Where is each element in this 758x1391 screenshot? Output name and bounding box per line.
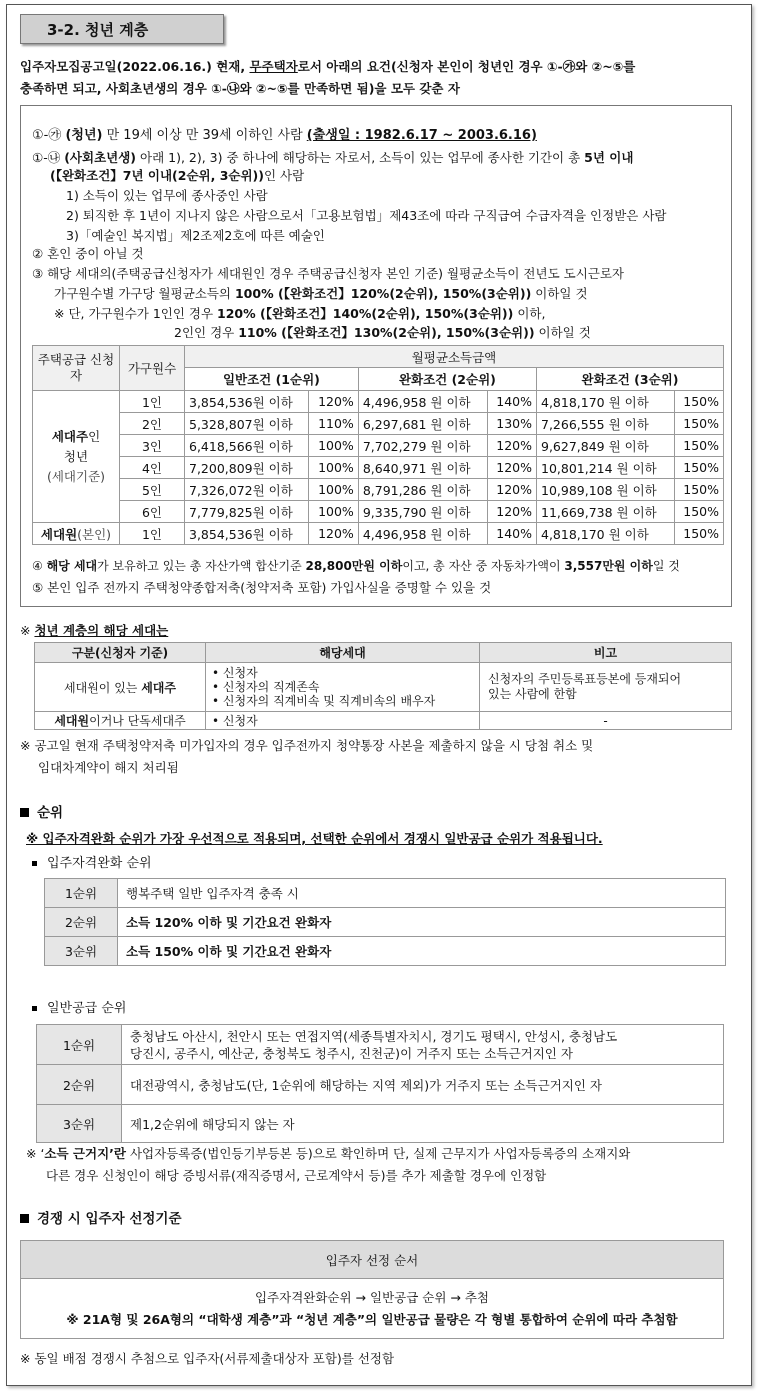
rank-desc: 행복주택 일반 입주자격 충족 시 <box>118 879 726 908</box>
cell-relax2: 7,702,279 원 이하 <box>358 435 487 457</box>
income-base-note-l2: 다른 경우 신청인이 해당 증빙서류(재직증명서, 근로계약서 등)를 추가 제출할 경우에 인정함 <box>46 1168 547 1183</box>
rank-cell: 2순위 <box>37 1065 122 1105</box>
household-title: ※ 청년 계층의 해당 세대는 <box>20 623 169 638</box>
th-income: 월평균소득금액 <box>185 346 724 368</box>
req-not-married: ② 혼인 중이 아닐 것 <box>32 246 144 261</box>
rank-desc: 충청남도 아산시, 천안시 또는 연접지역(세종특별자치시, 경기도 평택시, 안성시, 충청남도 당진시, 공주시, 예산군, 충청북도 청주시, 진천군)이 거주지 또는 소득근거지인 자 <box>122 1025 724 1065</box>
th-col-2: 완화조건 (2순위) <box>358 368 536 391</box>
rank-cell: 1순위 <box>37 1025 122 1065</box>
cell-general: 7,326,072원 이하 <box>185 479 309 501</box>
cell-member-or-single: 세대원이거나 단독세대주 <box>35 712 206 730</box>
cell-general: 3,854,536원 이하 <box>185 523 309 545</box>
cell-general: 3,854,536원 이하 <box>185 391 309 413</box>
req-sub-1: 1) 소득이 있는 업무에 종사중인 사람 <box>66 188 268 203</box>
cell-pct: 100% <box>309 479 358 501</box>
req-assets: ④ 해당 세대가 보유하고 있는 총 자산가액 합산기준 28,800만원 이하이고, 총 자산 중 자동차가액이 3,557만원 이하일 것 <box>32 559 680 573</box>
req-income-l4: 2인인 경우 110% (【완화조건】130%(2순위), 150%(3순위)) 이하일 것 <box>174 325 591 340</box>
cell-pct: 120% <box>309 391 358 413</box>
rank-desc: 소득 150% 이하 및 기간요건 완화자 <box>118 937 726 966</box>
cell-pct: 120% <box>487 435 536 457</box>
cell-relax2: 9,335,790 원 이하 <box>358 501 487 523</box>
cell-dash: - <box>480 712 732 730</box>
household-table <box>34 642 732 730</box>
rank-heading: 순위 <box>20 805 63 822</box>
general-rank-table <box>36 1024 724 1143</box>
req-new-worker: ①-㉯ (사회초년생) 아래 1), 2), 3) 중 하나에 해당하는 자로서, 소득이 있는 업무에 종사한 기간이 총 5년 이내 <box>32 150 634 165</box>
req-income-l3: ※ 단, 가구원수가 1인인 경우 120% (【완화조건】140%(2순위), 150%(3순위)) 이하, <box>54 306 546 321</box>
req-savings: ⑤ 본인 입주 전까지 주택청약종합저축(청약저축 포함) 가입사실을 증명할 수 있을 것 <box>32 580 492 595</box>
cell-relax2: 8,791,286 원 이하 <box>358 479 487 501</box>
cell-pct: 150% <box>674 523 723 545</box>
cell-pct: 150% <box>674 501 723 523</box>
income-base-note-l1: ※ ‘소득 근거지’란 사업자등록증(법인등기부등본 등)으로 확인하며 단, 실제 근무지가 사업자등록증의 소재지와 <box>26 1146 631 1161</box>
cell-applicant: • 신청자 <box>206 712 480 730</box>
cell-pct: 120% <box>487 501 536 523</box>
cell-householder: 세대원이 있는 세대주 <box>35 663 206 712</box>
th-size: 가구원수 <box>120 346 185 391</box>
intro-line-1: 입주자모집공고일(2022.06.16.) 현재, 무주택자로서 아래의 요건(신청자 본인이 청년인 경우 ①-㉮와 ②~⑤를 <box>20 59 636 74</box>
cell-pct: 100% <box>309 501 358 523</box>
cell-pct: 110% <box>309 413 358 435</box>
cell-relax2: 6,297,681 원 이하 <box>358 413 487 435</box>
th-col-1: 일반조건 (1순위) <box>185 368 359 391</box>
cell-relax3: 9,627,849 원 이하 <box>537 435 675 457</box>
square-bullet-icon <box>20 808 29 817</box>
cell-relax3: 10,801,214 원 이하 <box>537 457 675 479</box>
cell-general: 5,328,807원 이하 <box>185 413 309 435</box>
cell-household-note: 신청자의 주민등록표등본에 등재되어 있는 사람에 한함 <box>480 663 732 712</box>
group-householder: 세대주인 청년 (세대기준) <box>33 391 120 523</box>
th-household: 해당세대 <box>206 643 480 663</box>
rank-desc: 대전광역시, 충청남도(단, 1순위에 해당하는 지역 제외)가 거주지 또는 소득근거지인 자 <box>122 1065 724 1105</box>
rank-cell: 3순위 <box>37 1105 122 1143</box>
rank-cell: 3순위 <box>45 937 118 966</box>
bullet-icon <box>32 861 37 866</box>
cell-pct: 150% <box>674 479 723 501</box>
cell-relax2: 4,496,958 원 이하 <box>358 523 487 545</box>
req-income-l2: 가구원수별 가구당 월평균소득의 100% (【완화조건】120%(2순위), 150%(3순위)) 이하일 것 <box>54 286 588 301</box>
row-size: 5인 <box>120 479 185 501</box>
cell-pct: 150% <box>674 413 723 435</box>
cell-pct: 130% <box>487 413 536 435</box>
row-size: 2인 <box>120 413 185 435</box>
selection-box-body: 입주자격완화순위 → 일반공급 순위 → 추첨 ※ 21A형 및 26A형의 “대학생 계층”과 “청년 계층”의 일반공급 물량은 각 형별 통합하여 순위에 따라 추첨함 <box>21 1279 724 1339</box>
note-cancel-l1: ※ 공고일 현재 주택청약저축 미가입자의 경우 입주전까지 청약통장 사본을 제출하지 않을 시 당첨 취소 및 <box>20 738 594 753</box>
th-note: 비고 <box>480 643 732 663</box>
cell-pct: 150% <box>674 435 723 457</box>
cell-pct: 140% <box>487 391 536 413</box>
relax-rank-table <box>44 878 726 966</box>
cell-household-members: • 신청자 • 신청자의 직계존속 • 신청자의 직계비속 및 직계비속의 배우자 <box>206 663 480 712</box>
req-income-l1: ③ 해당 세대의(주택공급신청자가 세대원인 경우 주택공급신청자 본인 기준) 월평균소득이 전년도 도시근로자 <box>32 266 624 281</box>
th-applicant: 주택공급 신청자 <box>33 346 120 391</box>
income-table <box>32 345 724 545</box>
cell-pct: 140% <box>487 523 536 545</box>
cell-relax2: 4,496,958 원 이하 <box>358 391 487 413</box>
rank-desc: 제1,2순위에 해당되지 않는 자 <box>122 1105 724 1143</box>
general-rank-title: 일반공급 순위 <box>32 1000 126 1017</box>
cell-pct: 120% <box>309 523 358 545</box>
note-cancel-l2: 임대차계약이 해지 처리됨 <box>38 760 179 775</box>
cell-relax3: 10,989,108 원 이하 <box>537 479 675 501</box>
cell-pct: 120% <box>487 457 536 479</box>
req-sub-3: 3)「예술인 복지법」제2조제2호에 따른 예술인 <box>66 228 325 243</box>
bullet-icon <box>32 1006 37 1011</box>
selection-box-head: 입주자 선정 순서 <box>21 1241 724 1279</box>
selection-heading: 경쟁 시 입주자 선정기준 <box>20 1211 182 1228</box>
cell-pct: 150% <box>674 391 723 413</box>
cell-pct: 100% <box>309 457 358 479</box>
relax-rank-title: 입주자격완화 순위 <box>32 855 152 872</box>
cell-general: 6,418,566원 이하 <box>185 435 309 457</box>
cell-relax3: 7,266,555 원 이하 <box>537 413 675 435</box>
cell-general: 7,779,825원 이하 <box>185 501 309 523</box>
cell-pct: 120% <box>487 479 536 501</box>
cell-relax3: 4,818,170 원 이하 <box>537 523 675 545</box>
final-note: ※ 동일 배점 경쟁시 추첨으로 입주자(서류제출대상자 포함)를 선정함 <box>20 1351 395 1366</box>
cell-pct: 150% <box>674 457 723 479</box>
selection-table <box>20 1240 724 1339</box>
rank-desc: 소득 120% 이하 및 기간요건 완화자 <box>118 908 726 937</box>
row-size: 3인 <box>120 435 185 457</box>
cell-relax3: 11,669,738 원 이하 <box>537 501 675 523</box>
rank-cell: 1순위 <box>45 879 118 908</box>
square-bullet-icon <box>20 1214 29 1223</box>
req-sub-2: 2) 퇴직한 후 1년이 지나지 않은 사람으로서「고용보험법」제43조에 따라 구직급여 수급자격을 인정받은 사람 <box>66 208 667 223</box>
row-size: 6인 <box>120 501 185 523</box>
cell-relax2: 8,640,971 원 이하 <box>358 457 487 479</box>
cell-general: 7,200,809원 이하 <box>185 457 309 479</box>
rank-note: ※ 입주자격완화 순위가 가장 우선적으로 적용되며, 선택한 순위에서 경쟁시 일반공급 순위가 적용됩니다. <box>26 831 603 846</box>
cell-pct: 100% <box>309 435 358 457</box>
req-new-worker-l2: (【완화조건】7년 이내(2순위, 3순위))인 사람 <box>50 168 305 183</box>
th-col-3: 완화조건 (3순위) <box>537 368 724 391</box>
th-category: 구분(신청자 기준) <box>35 643 206 663</box>
row-size: 1인 <box>120 523 185 545</box>
rank-cell: 2순위 <box>45 908 118 937</box>
req-youth: ①-㉮ (청년) 만 19세 이상 만 39세 이하인 사람 (출생일 : 1982.6.17 ~ 2003.6.16) <box>32 128 537 143</box>
group-member: 세대원(본인) <box>33 523 120 545</box>
intro-line-2: 충족하면 되고, 사회초년생의 경우 ①-㉯와 ②~⑤를 만족하면 됨)을 모두 갖춘 자 <box>20 81 460 96</box>
row-size: 4인 <box>120 457 185 479</box>
section-title: 3-2. 청년 계층 <box>20 14 224 44</box>
cell-relax3: 4,818,170 원 이하 <box>537 391 675 413</box>
row-size: 1인 <box>120 391 185 413</box>
